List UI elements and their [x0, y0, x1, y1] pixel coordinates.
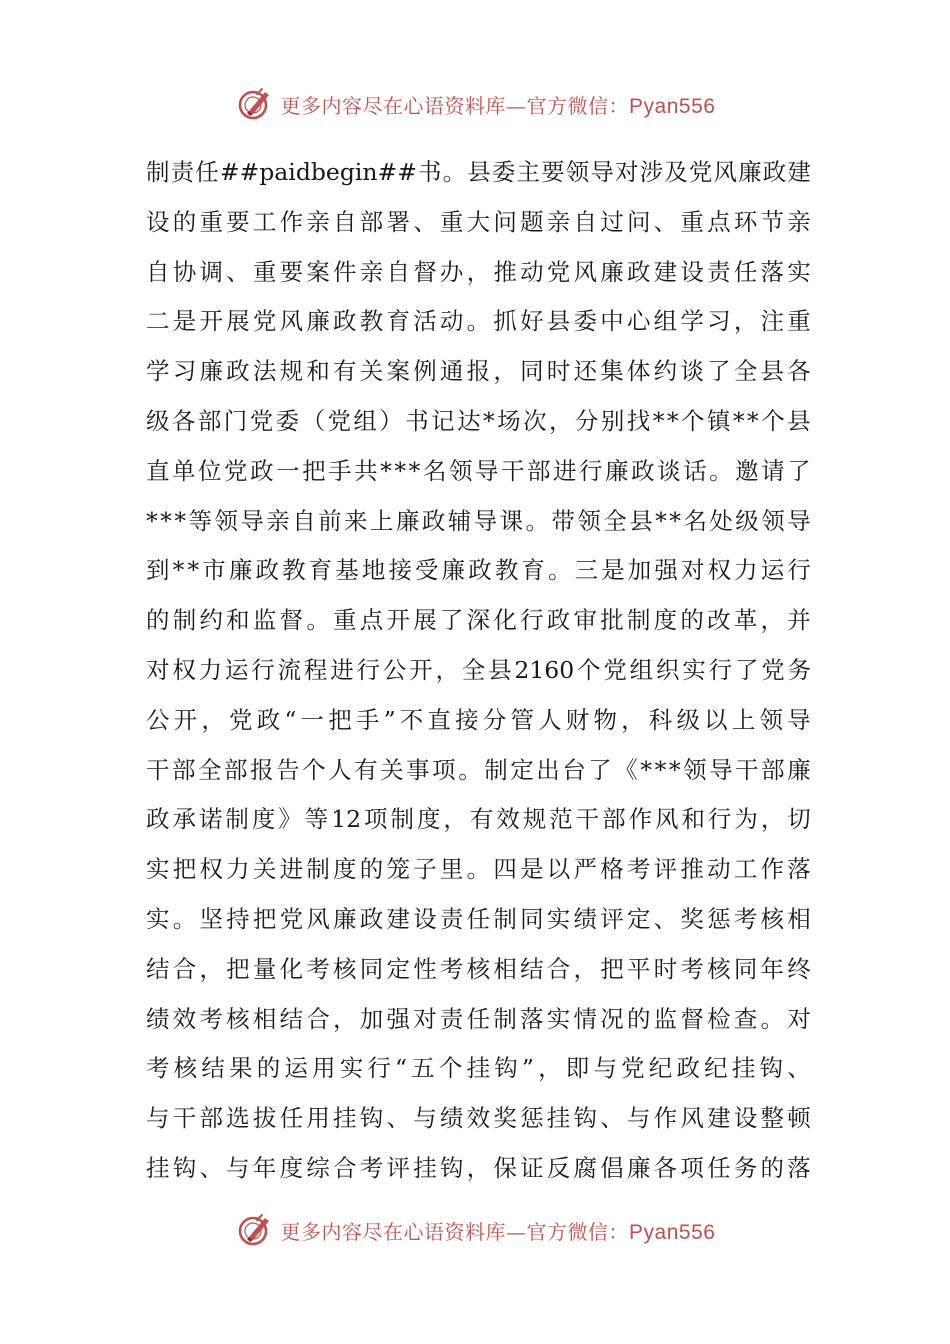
text-line: 挂 钩 、 与 年 度 综 合 考 评 挂 钩 ， 保 证 反 腐 倡 廉 各 项 任 务 的 落: [146, 1153, 811, 1182]
text-line: 政 承 诺 制 度 》 等 12 项 制 度 ， 有 效 规 范 干 部 作 风 和 行 为 ， 切: [146, 805, 811, 834]
text-line: 直 单 位 党 政 一 把 手 共 * * * 名 领 导 干 部 进 行 廉 政 谈 话 。 邀 请 了: [146, 456, 811, 485]
text-line: 公 开 ， 党 政 “ 一 把 手 ” 不 直 接 分 管 人 财 物 ， 科 级 以 上 领 导: [146, 705, 811, 734]
text-line: 与 干 部 选 拔 任 用 挂 钩 、 与 绩 效 奖 惩 挂 钩 、 与 作 风 建 设 整 顿: [146, 1104, 811, 1133]
text-line: 实 。 坚 持 把 党 风 廉 政 建 设 责 任 制 同 实 绩 评 定 、 奖 惩 考 核 相: [146, 904, 811, 933]
text-line: 二 是 开 展 党 风 廉 政 教 育 活 动 。 抓 好 县 委 中 心 组 学 习 ， 注 重: [146, 307, 811, 336]
text-line: 对 权 力 运 行 流 程 进 行 公 开 ， 全 县 2160 个 党 组 织 实 行 了 党 务: [146, 655, 811, 684]
text-line: 制 责 任 ##paidbegin## 书 。 县 委 主 要 领 导 对 涉 及 党 风 廉 政 建: [146, 158, 811, 186]
text-line: 干 部 全 部 报 告 个 人 有 关 事 项 。 制 定 出 台 了 《 * * * 领 导 干 部 廉: [146, 755, 811, 784]
text-line: 结 合 ， 把 量 化 考 核 同 定 性 考 核 相 结 合 ， 把 平 时 考 核 同 年 终: [146, 954, 811, 983]
header-watermark: [0, 82, 950, 126]
text-line: 自 协 调 、 重 要 案 件 亲 自 督 办 ， 推 动 党 风 廉 政 建 设 责 任 落 实: [146, 257, 811, 286]
text-line: 级 各 部 门 党 委 （ 党 组 ） 书 记 达 * 场 次 ， 分 别 找 * * 个 镇 * * 个 县: [146, 406, 811, 435]
watermark-text: 更多内容尽在心语资料库—官方微信：Pyan556: [280, 1219, 716, 1244]
text-line: 到 * * 市 廉 政 教 育 基 地 接 受 廉 政 教 育 。 三 是 加 强 对 权 力 运 行: [146, 556, 811, 585]
text-line: 的 制 约 和 监 督 。 重 点 开 展 了 深 化 行 政 审 批 制 度 的 改 革 ， 并: [146, 606, 811, 635]
text-line: 实 把 权 力 关 进 制 度 的 笼 子 里 。 四 是 以 严 格 考 评 推 动 工 作 落: [146, 855, 811, 884]
text-line: 设 的 重 要 工 作 亲 自 部 署 、 重 大 问 题 亲 自 过 问 、 重 点 环 节 亲: [146, 207, 811, 236]
watermark-text: 更多内容尽在心语资料库—官方微信：Pyan556: [280, 93, 716, 118]
footer-watermark: [0, 1208, 950, 1252]
pen-nib-circle-icon: [235, 84, 275, 124]
text-line: 绩 效 考 核 相 结 合 ， 加 强 对 责 任 制 落 实 情 况 的 监 督 检 查 。 对: [146, 1004, 811, 1033]
text-line: 学 习 廉 政 法 规 和 有 关 案 例 通 报 ， 同 时 还 集 体 约 谈 了 全 县 各: [146, 357, 811, 386]
text-line: 考 核 结 果 的 运 用 实 行 “ 五 个 挂 钩 ” ， 即 与 党 纪 政 纪 挂 钩 、: [146, 1054, 811, 1083]
document-body: [146, 148, 811, 1194]
text-line: * * * 等 领 导 亲 自 前 来 上 廉 政 辅 导 课 。 带 领 全 县 * * 名 处 级 领 导: [146, 506, 811, 535]
pen-nib-circle-icon: [235, 1210, 275, 1250]
